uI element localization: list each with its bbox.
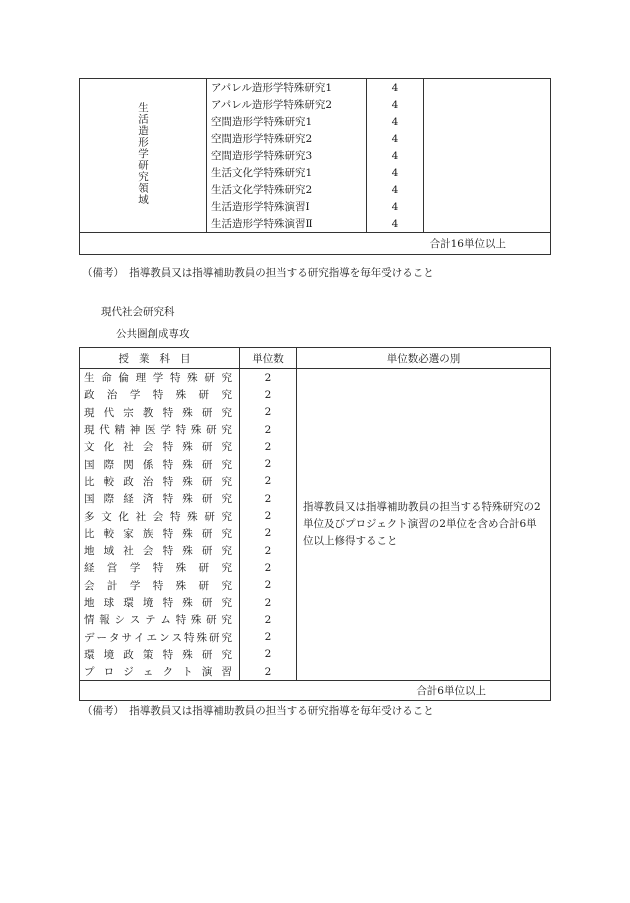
course-credits: 2 xyxy=(240,438,297,455)
course-credits: 2 xyxy=(240,663,297,681)
course-credits: 4 xyxy=(367,147,424,164)
course-name-text: 経 営 学 特 殊 研 究 xyxy=(84,562,232,575)
course-credits: 4 xyxy=(367,198,424,215)
course-credits: 4 xyxy=(367,181,424,198)
course-name: 空間造形学特殊研究1 xyxy=(207,113,367,130)
course-name-text: 地 球 環 境 特 殊 研 究 xyxy=(84,597,232,609)
course-credits: 2 xyxy=(240,455,297,472)
course-name xyxy=(80,646,240,663)
course-credits: 2 xyxy=(240,559,297,576)
remark-1: （備考） 指導教員又は指導補助教員の担当する研究指導を毎年受けること xyxy=(82,267,434,279)
course-table-kokyoken xyxy=(79,347,551,701)
table-header-row xyxy=(80,348,551,369)
total-credits: 合計6単位以上 xyxy=(80,681,551,701)
header-subject: 授業科目 xyxy=(80,348,240,369)
course-name-text: 現 代 宗 教 特 殊 研 究 xyxy=(84,406,232,419)
total-row xyxy=(80,233,551,255)
course-name xyxy=(80,490,240,507)
course-name-text: 比 較 家 族 特 殊 研 究 xyxy=(84,527,232,540)
course-name xyxy=(80,628,240,645)
course-credits: 2 xyxy=(240,404,297,421)
course-credits: 2 xyxy=(240,542,297,559)
course-credits: 4 xyxy=(367,215,424,233)
course-credits: 4 xyxy=(367,164,424,181)
course-name xyxy=(80,507,240,524)
course-name: アパレル造形学特殊研究1 xyxy=(207,79,367,97)
course-credits: 2 xyxy=(240,525,297,542)
course-name-text: 環 境 政 策 特 殊 研 究 xyxy=(84,648,232,661)
course-name: 生活造形学特殊演習Ⅰ xyxy=(207,198,367,215)
course-name-text: 現 代 精 神 医 学 特 殊 研 究 xyxy=(84,424,232,437)
course-credits: 4 xyxy=(367,130,424,147)
course-name-text: 多 文 化 社 会 特 殊 研 究 xyxy=(84,510,232,523)
table-row xyxy=(80,369,551,387)
course-name xyxy=(80,594,240,611)
course-name: 空間造形学特殊研究3 xyxy=(207,147,367,164)
course-name xyxy=(80,404,240,421)
course-name xyxy=(80,369,240,387)
course-name-text: 文 化 社 会 特 殊 研 究 xyxy=(84,441,232,454)
program-title: 公共圏創成専攻 xyxy=(116,328,190,340)
course-name xyxy=(80,542,240,559)
graduate-school-title: 現代社会研究科 xyxy=(101,306,175,318)
header-requirement: 単位数必選の別 xyxy=(297,348,551,369)
course-name xyxy=(80,421,240,438)
course-name xyxy=(80,663,240,681)
course-name: 生活文化学特殊研究1 xyxy=(207,164,367,181)
course-credits: 2 xyxy=(240,421,297,438)
course-credits: 2 xyxy=(240,473,297,490)
course-table-seikatsu-zokei xyxy=(79,78,551,255)
course-credits: 2 xyxy=(240,594,297,611)
course-name: 生活文化学特殊研究2 xyxy=(207,181,367,198)
course-name xyxy=(80,525,240,542)
requirement-note: 指導教員又は指導補助教員の担当する特殊研究の2単位及びプロジェクト演習の2単位を含め合計6単位以上修得すること xyxy=(297,369,551,681)
course-credits: 2 xyxy=(240,628,297,645)
table-row xyxy=(80,79,551,97)
course-name-text: 生 命 倫 理 学 特 殊 研 究 xyxy=(84,372,232,385)
course-name xyxy=(80,438,240,455)
course-name-text: プ ロ ジ ェ ク ト 演 習 xyxy=(84,666,232,679)
course-name-text: 政 治 学 特 殊 研 究 xyxy=(84,389,232,402)
course-name-text: 会 計 学 特 殊 研 究 xyxy=(84,579,232,592)
course-name-text: 国 際 経 済 特 殊 研 究 xyxy=(84,493,232,506)
course-credits: 2 xyxy=(240,369,297,387)
course-credits: 4 xyxy=(367,113,424,130)
course-name xyxy=(80,611,240,628)
course-name xyxy=(80,455,240,472)
requirement-cell xyxy=(424,79,551,233)
course-name xyxy=(80,386,240,403)
remark-2: （備考） 指導教員又は指導補助教員の担当する研究指導を毎年受けること xyxy=(82,705,434,717)
course-name-text: 国 際 関 係 特 殊 研 究 xyxy=(84,458,232,471)
course-name: 空間造形学特殊研究2 xyxy=(207,130,367,147)
course-credits: 2 xyxy=(240,386,297,403)
course-name-text: デ ー タ サ イ エ ン ス 特 殊 研 究 xyxy=(84,631,232,644)
research-area-text: 生活造形学研究領域 xyxy=(137,102,149,206)
course-credits: 2 xyxy=(240,577,297,594)
course-name xyxy=(80,577,240,594)
course-credits: 2 xyxy=(240,646,297,663)
course-name: 生活造形学特殊演習Ⅱ xyxy=(207,215,367,233)
course-credits: 2 xyxy=(240,507,297,524)
course-credits: 4 xyxy=(367,79,424,97)
course-name-text: 情 報 シ ス テ ム 特 殊 研 究 xyxy=(84,614,232,627)
course-credits: 2 xyxy=(240,490,297,507)
research-area-label xyxy=(80,79,207,233)
course-name xyxy=(80,473,240,490)
course-name: アパレル造形学特殊研究2 xyxy=(207,96,367,113)
total-row xyxy=(80,681,551,701)
course-credits: 4 xyxy=(367,96,424,113)
course-credits: 2 xyxy=(240,611,297,628)
course-name xyxy=(80,559,240,576)
course-name-text: 地 域 社 会 特 殊 研 究 xyxy=(84,545,232,558)
course-name-text: 比 較 政 治 特 殊 研 究 xyxy=(84,475,232,488)
total-credits: 合計16単位以上 xyxy=(80,233,551,255)
header-credits: 単位数 xyxy=(240,348,297,369)
